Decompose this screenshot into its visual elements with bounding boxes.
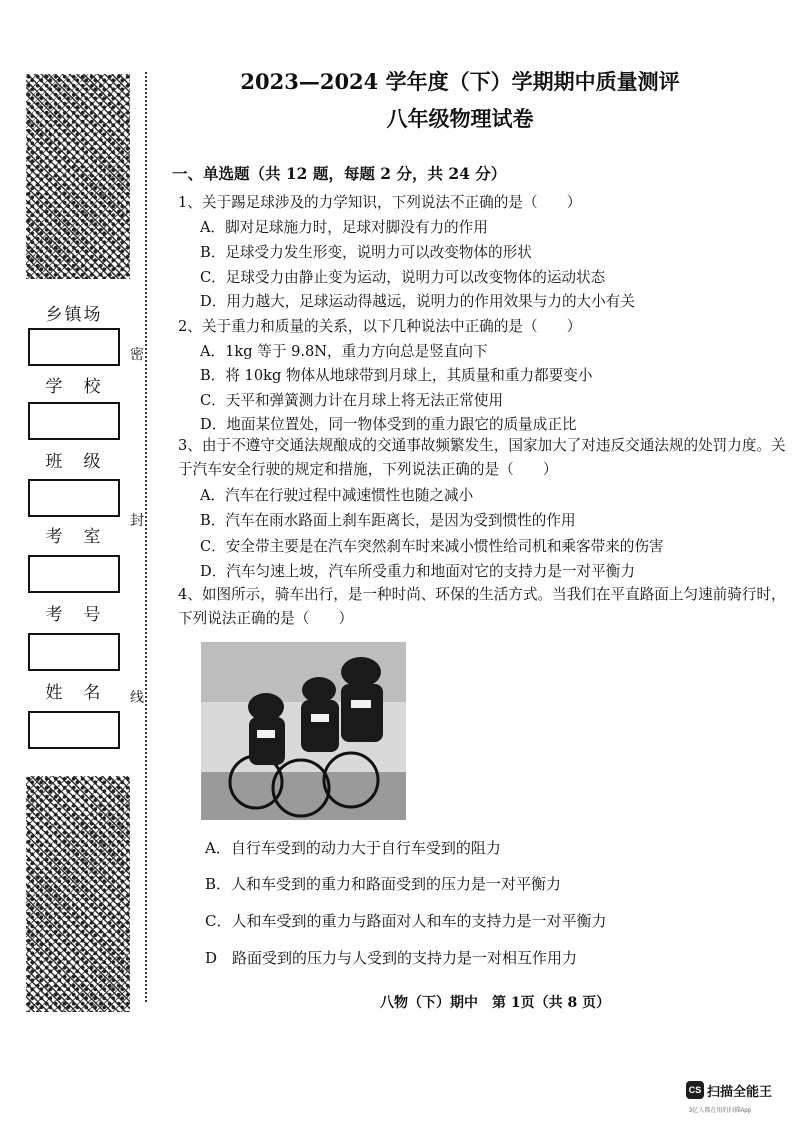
exam-title: 2023—2024 学年度（下）学期期中质量测评 (240, 69, 680, 94)
question-2-option-b: B．将 10kg 物体从地球带到月球上，其质量和重力都要变小 (200, 367, 593, 384)
cyclists-illustration (201, 642, 406, 820)
field-label-name: 姓 名 (45, 683, 103, 703)
question-1-option-a: A．脚对足球施力时，足球对脚没有力的作用 (200, 219, 488, 236)
question-4-option-a: A．自行车受到的动力大于自行车受到的阻力 (205, 839, 501, 857)
question-1-option-b: B．足球受力发生形变，说明力可以改变物体的形状 (200, 244, 532, 261)
decorative-pattern-top (26, 74, 130, 279)
field-box-exam-room[interactable] (28, 555, 120, 593)
question-4-option-c: C．人和车受到的重力与路面对人和车的支持力是一对平衡力 (205, 912, 607, 930)
decorative-pattern-bottom (26, 776, 130, 1012)
field-box-class[interactable] (28, 479, 120, 517)
question-3-option-a: A．汽车在行驶过程中减速惯性也随之减小 (200, 487, 474, 504)
question-2-option-a: A．1kg 等于 9.8N，重力方向总是竖直向下 (200, 343, 488, 360)
question-3-option-c: C．安全带主要是在汽车突然刹车时来减小惯性给司机和乘客带来的伤害 (200, 538, 664, 555)
field-label-township: 乡镇场 (45, 305, 103, 325)
field-box-name[interactable] (28, 711, 120, 749)
question-4-stem: 4、如图所示，骑车出行，是一种时尚、环保的生活方式。当我们在平直路面上匀速前骑行时，下列说法正确的是（ ） (178, 586, 786, 627)
question-1-option-d: D．用力越大，足球运动得越远，说明力的作用效果与力的大小有关 (200, 293, 635, 310)
exam-subtitle: 八年级物理试卷 (386, 106, 534, 131)
field-label-exam-number: 考 号 (45, 605, 103, 625)
question-2-option-d: D．地面某位置处，同一物体受到的重力跟它的质量成正比 (200, 416, 577, 433)
page-footer: 八物（下）期中 第 1页（共 8 页） (380, 995, 611, 1011)
question-3-stem: 3、由于不遵守交通法规酿成的交通事故频繁发生，国家加大了对违反交通法规的处罚力度。关于汽车安全行驶的规定和措施，下列说法正确的是（ ） (178, 437, 786, 478)
seal-char-mi: 密 (130, 343, 144, 365)
question-1-stem: 1、关于踢足球涉及的力学知识，下列说法不正确的是（ ） (178, 194, 582, 211)
question-2-stem: 2、关于重力和质量的关系，以下几种说法中正确的是（ ） (178, 318, 582, 335)
question-3-option-b: B．汽车在雨水路面上刹车距离长，是因为受到惯性的作用 (200, 512, 576, 529)
field-label-school: 学 校 (45, 377, 103, 397)
field-box-exam-number[interactable] (28, 633, 120, 671)
seal-char-xian: 线 (130, 686, 144, 708)
scanner-logo-icon: CS (686, 1081, 704, 1099)
scanner-tagline: 3亿人都在用的扫描App (689, 1108, 752, 1114)
field-label-class: 班 级 (45, 452, 103, 472)
field-label-exam-room: 考 室 (45, 527, 103, 547)
question-1-option-c: C．足球受力由静止变为运动，说明力可以改变物体的运动状态 (200, 269, 606, 286)
question-4-option-d: D 路面受到的压力与人受到的支持力是一对相互作用力 (205, 949, 578, 967)
question-2-option-c: C．天平和弹簧测力计在月球上将无法正常使用 (200, 392, 504, 409)
cyclists-figure (201, 642, 406, 820)
binding-dotted-line (145, 72, 147, 1002)
question-3-option-d: D．汽车匀速上坡，汽车所受重力和地面对它的支持力是一对平衡力 (200, 563, 635, 580)
field-box-school[interactable] (28, 402, 120, 440)
field-box-township[interactable] (28, 328, 120, 366)
scanner-app-name: 扫描全能王 (707, 1084, 773, 1099)
section-heading: 一、单选题（共 12 题，每题 2 分，共 24 分） (172, 164, 507, 183)
seal-char-feng: 封 (130, 509, 144, 531)
question-4-option-b: B．人和车受到的重力和路面受到的压力是一对平衡力 (205, 875, 562, 893)
